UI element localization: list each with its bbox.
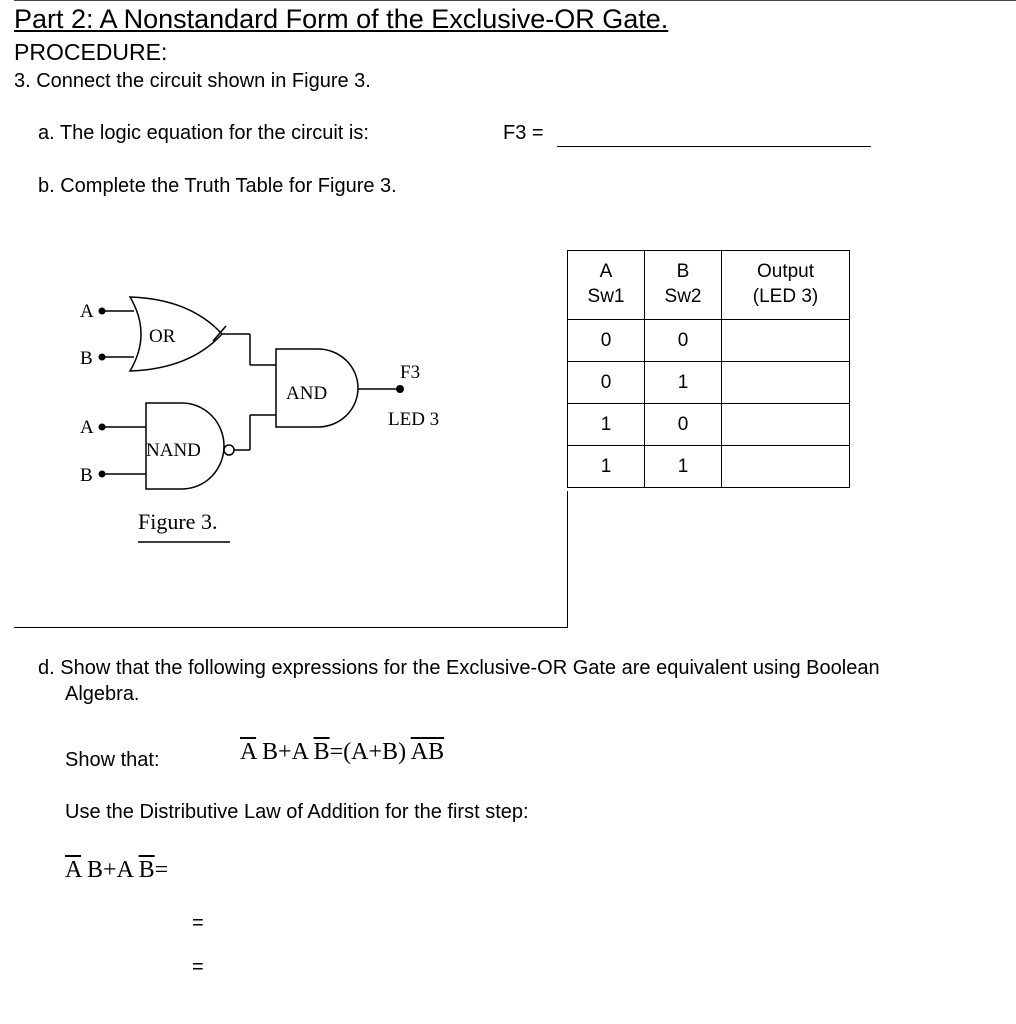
truth-table-header-row: [568, 251, 850, 320]
f3-label: F3 =: [503, 122, 544, 144]
header-a: [568, 251, 645, 320]
step-a-text: a. The logic equation for the circuit is:: [38, 122, 369, 144]
cell-output[interactable]: [722, 446, 850, 488]
table-row: [568, 320, 850, 362]
header-b-line2: Sw2: [664, 286, 702, 307]
cell-output[interactable]: [722, 362, 850, 404]
figure-3-circuit: [70, 285, 470, 555]
truth-table: [567, 250, 850, 488]
top-rule: [14, 0, 1016, 1]
start-a-bar: $\overline{A}$: [65, 857, 82, 883]
or-gate-shape: [130, 297, 222, 371]
start-a: A: [116, 857, 133, 883]
expr-b: B: [262, 739, 279, 765]
led3-label: LED 3: [388, 409, 440, 430]
derivation-step-2-equals: =: [192, 956, 204, 978]
nand-output-wire: [234, 415, 276, 450]
xor-equivalence-expression: [240, 739, 444, 766]
table-row: [568, 404, 850, 446]
nand-gate-label: NAND: [146, 440, 201, 461]
header-b: [645, 251, 722, 320]
nand-input-b-label: B: [80, 465, 93, 486]
expr-close-paren: ): [398, 739, 407, 765]
f3-output-label: F3: [400, 362, 421, 383]
cell-a: 0: [568, 320, 645, 362]
expr-equals: =: [329, 739, 344, 765]
expr-b2: B: [382, 739, 399, 765]
expr-plus2: +: [368, 739, 383, 765]
header-a-line2: Sw1: [587, 286, 625, 307]
table-row: [568, 362, 850, 404]
cell-output[interactable]: [722, 320, 850, 362]
start-equals: =: [154, 857, 169, 883]
derivation-step-1-equals: =: [192, 912, 204, 934]
table-row: [568, 446, 850, 488]
or-input-b-label: B: [80, 348, 93, 369]
procedure-heading: PROCEDURE:: [14, 39, 168, 65]
or-output-wire: [213, 326, 276, 365]
figure-caption: Figure 3.: [138, 509, 218, 534]
cell-b: 1: [645, 446, 722, 488]
cell-a: 0: [568, 362, 645, 404]
header-b-line1: B: [676, 261, 690, 283]
step-d-text-continued: Algebra.: [65, 683, 140, 705]
cell-b: 1: [645, 362, 722, 404]
cell-b: 0: [645, 320, 722, 362]
expr-a2: A: [351, 739, 369, 765]
expr-a-bar: $\overline{A}$: [240, 739, 257, 765]
output-dot: [396, 385, 404, 393]
start-b: B: [87, 857, 104, 883]
and-gate-label: AND: [286, 383, 328, 404]
start-plus: +: [103, 857, 117, 883]
expr-a: A: [291, 739, 308, 765]
header-output-line1: Output: [756, 261, 815, 283]
or-input-a-label: A: [80, 301, 94, 322]
step-d-text: d. Show that the following expressions for the Exclusive-OR Gate are equivalent using Boolean: [38, 657, 880, 679]
expr-plus: +: [278, 739, 292, 765]
f3-answer-blank[interactable]: [557, 146, 871, 147]
cell-output[interactable]: [722, 404, 850, 446]
header-output-line2: (LED 3): [752, 286, 819, 307]
or-gate-label: OR: [149, 326, 176, 347]
header-output: [722, 251, 850, 320]
header-a-line1: A: [599, 261, 613, 283]
show-that-label: Show that:: [65, 749, 160, 771]
step-b-text: b. Complete the Truth Table for Figure 3.: [38, 175, 397, 197]
derivation-start-expression: [65, 857, 168, 884]
cell-a: 1: [568, 404, 645, 446]
horizontal-rule: [14, 627, 568, 628]
input-wires: [102, 311, 146, 474]
distributive-law-text: Use the Distributive Law of Addition for the first step:: [65, 801, 529, 823]
page-title: Part 2: A Nonstandard Form of the Exclusive-OR Gate.: [14, 4, 669, 34]
vertical-rule: [567, 491, 568, 628]
nand-input-a-label: A: [80, 417, 94, 438]
expr-b-bar: $\overline{B}$: [313, 739, 330, 765]
step-3-text: 3. Connect the circuit shown in Figure 3.: [14, 70, 371, 92]
start-b-bar: $\overline{B}$: [138, 857, 155, 883]
cell-a: 1: [568, 446, 645, 488]
cell-b: 0: [645, 404, 722, 446]
expr-open-paren: (: [343, 739, 352, 765]
expr-ab-bar: $\overline{AB}$: [410, 739, 445, 765]
nand-bubble: [224, 445, 234, 455]
